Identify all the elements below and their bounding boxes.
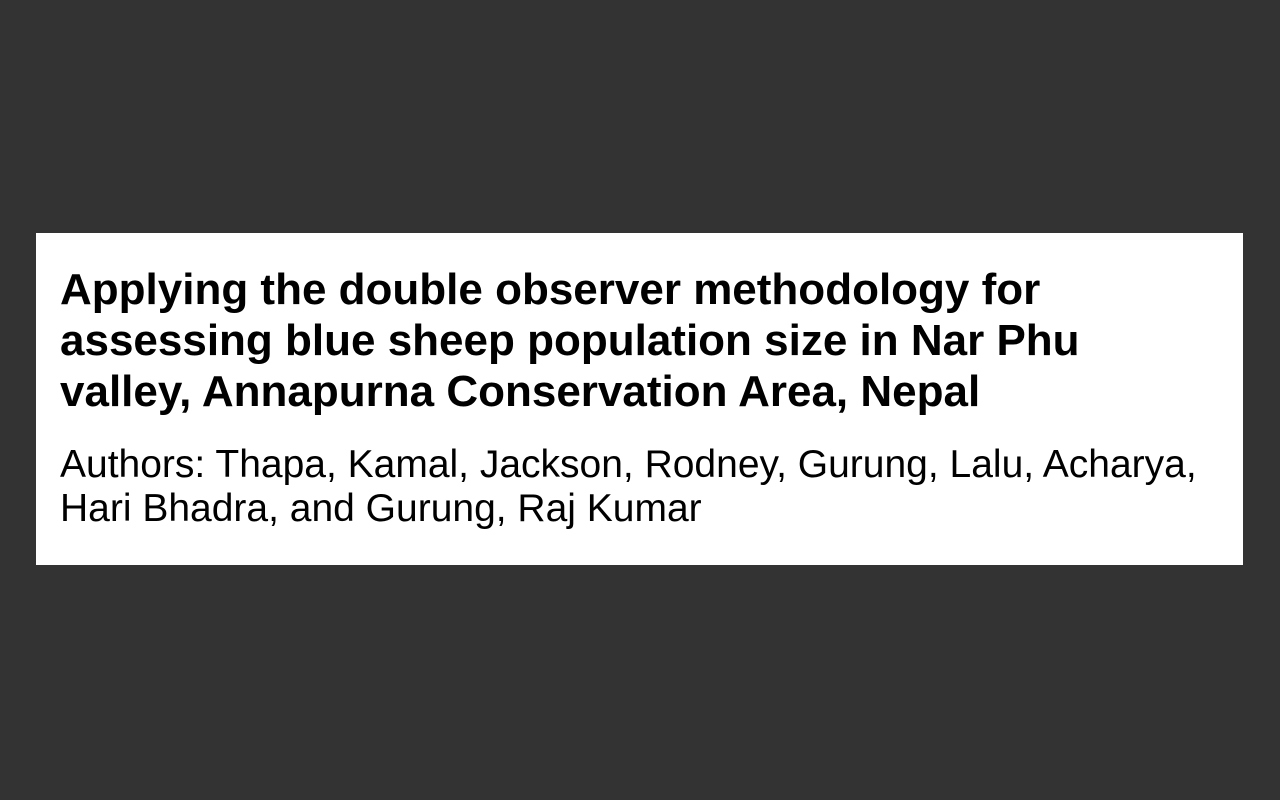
document-authors: Authors: Thapa, Kamal, Jackson, Rodney, Gurung, Lalu, Acharya, Hari Bhadra, and Gurung, Raj Kumar [60,443,1197,530]
title-card [36,233,1243,565]
document-title: Applying the double observer methodology for assessing blue sheep population size in Nar Phu valley, Annapurna Conservation Area, Nepal [60,265,1080,416]
